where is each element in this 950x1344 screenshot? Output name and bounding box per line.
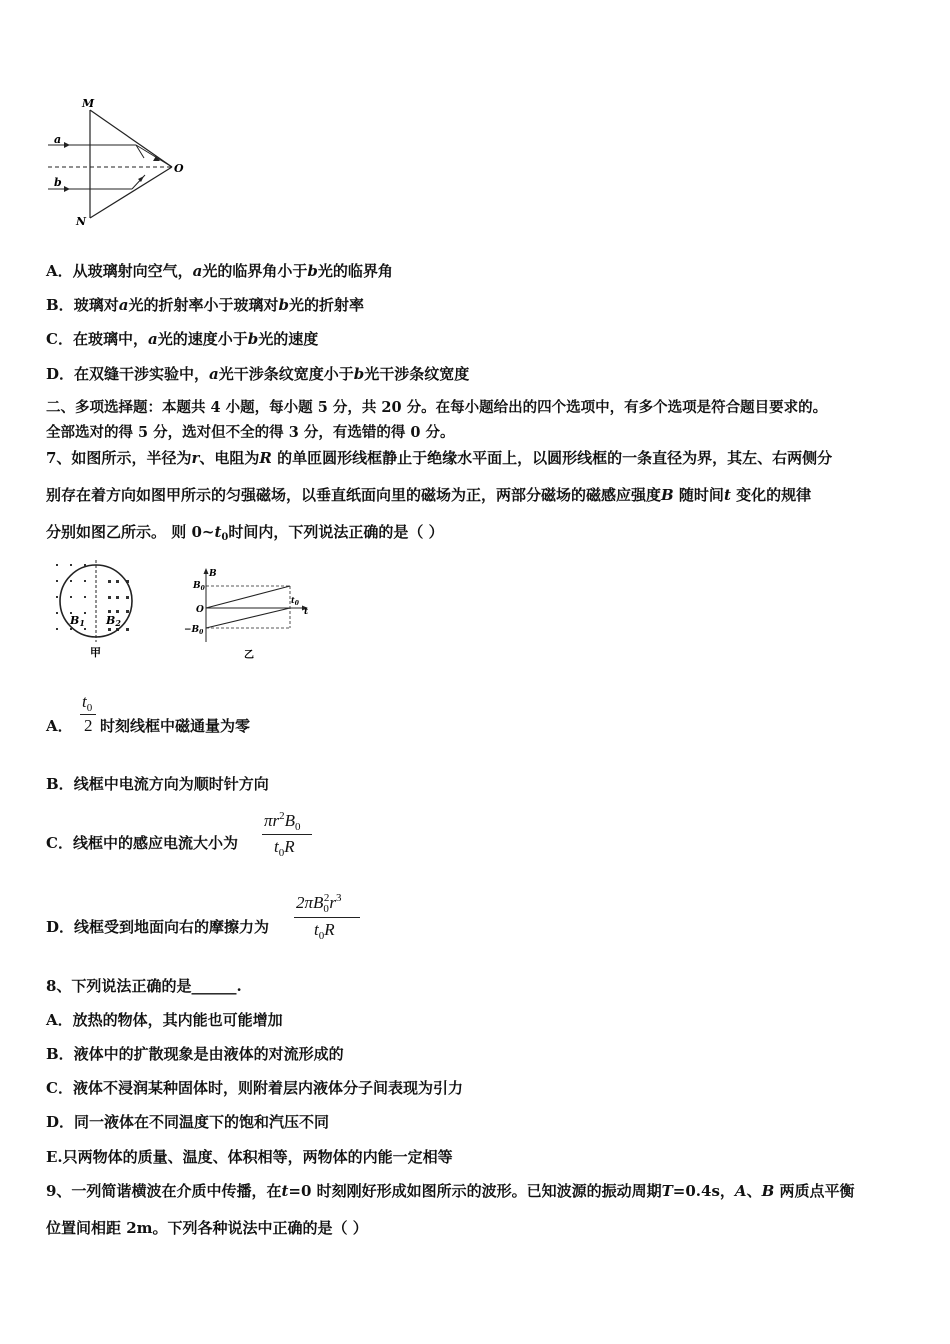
q7-stem-line1: 7、如图所示，半径为r、电阻为R 的单匝圆形线框静止于绝缘水平面上，以圆形线框的一条直径为界，其左、右两侧分	[46, 449, 833, 467]
label-a: a	[54, 133, 62, 146]
caption-jia: 甲	[90, 646, 101, 659]
label-n: N	[76, 215, 87, 228]
svg-text:−B0: $-B_0$	[184, 625, 204, 636]
q9-stem-line2: 位置间相距 2m。下列各种说法中正确的是（ ）	[46, 1219, 368, 1237]
q7-option-b: B．线框中电流方向为顺时针方向	[46, 775, 269, 793]
q8-option-a: A．放热的物体，其内能也可能增加	[46, 1011, 283, 1029]
prism-figure	[40, 95, 190, 230]
q7-option-d: D．线框受到地面向右的摩擦力为	[46, 918, 270, 936]
svg-text:t0: $t_0$	[291, 595, 299, 607]
q7-option-c: C．线框中的感应电流大小为	[46, 834, 238, 852]
q8-option-e: E.只两物体的质量、温度、体积相等，两物体的内能一定相等	[46, 1148, 453, 1166]
figure-jia	[50, 558, 150, 660]
q7-option-a-text: 时刻线框中磁通量为零	[100, 717, 251, 735]
svg-text:B1: B1	[70, 614, 85, 628]
q7-stem-line2: 别存在着方向如图甲所示的匀强磁场，以垂直纸面向里的磁场为正，两部分磁场的磁感应强度B 随时间t 变化的规律	[46, 486, 812, 504]
q7-option-a-letter: A．	[46, 717, 73, 735]
q7-stem-line3: 分别如图乙所示。 则 $0\sim t_0$时间内，下列说法正确的是（ ）	[46, 523, 444, 543]
q8-option-c: C．液体不浸润某种固体时，则附着层内液体分子间表现为引力	[46, 1079, 463, 1097]
figure-yi	[180, 566, 315, 661]
q7-option-d-fraction: $2\pi B_0^2r^3$ $t_0R$	[294, 892, 362, 944]
caption-yi: 乙	[244, 650, 254, 661]
q6-option-d: D．在双缝干涉实验中，a光干涉条纹宽度小于b光干涉条纹宽度	[46, 365, 470, 383]
q7-option-c-fraction: $\pi r^2B_0$ $t_0R$	[262, 810, 314, 860]
label-m: M	[82, 97, 95, 110]
q8-option-d: D．同一液体在不同温度下的饱和汽压不同	[46, 1113, 330, 1131]
q6-option-c: C．在玻璃中，a光的速度小于b光的速度	[46, 330, 319, 348]
svg-text:B2: B2	[106, 614, 121, 628]
label-b: b	[54, 176, 62, 189]
svg-text:t: t	[304, 607, 309, 617]
svg-text:B0: $B_0$	[193, 581, 205, 592]
section2-line1: 二、多项选择题：本题共 4 小题，每小题 5 分，共 20 分。在每小题给出的四个选项中，有多个选项是符合题目要求的。	[46, 399, 828, 416]
svg-text:O: O	[196, 605, 204, 615]
q7-option-a-fraction: $t_0$ 2	[80, 692, 98, 738]
q8-stem: 8、下列说法正确的是______.	[46, 977, 242, 995]
svg-text:B: B	[209, 569, 217, 579]
q9-stem-line1: 9、一列简谐横波在介质中传播，在t=0 时刻刚好形成如图所示的波形。已知波源的振动周期T=0.4s，A、B 两质点平衡	[46, 1182, 855, 1200]
label-o: O	[174, 162, 184, 175]
q6-option-b: B．玻璃对a光的折射率小于玻璃对b光的折射率	[46, 296, 364, 314]
q6-option-a: A．从玻璃射向空气，a光的临界角小于b光的临界角	[46, 262, 393, 280]
section2-line2: 全部选对的得 5 分，选对但不全的得 3 分，有选错的得 0 分。	[46, 424, 455, 441]
q8-option-b: B．液体中的扩散现象是由液体的对流形成的	[46, 1045, 344, 1063]
